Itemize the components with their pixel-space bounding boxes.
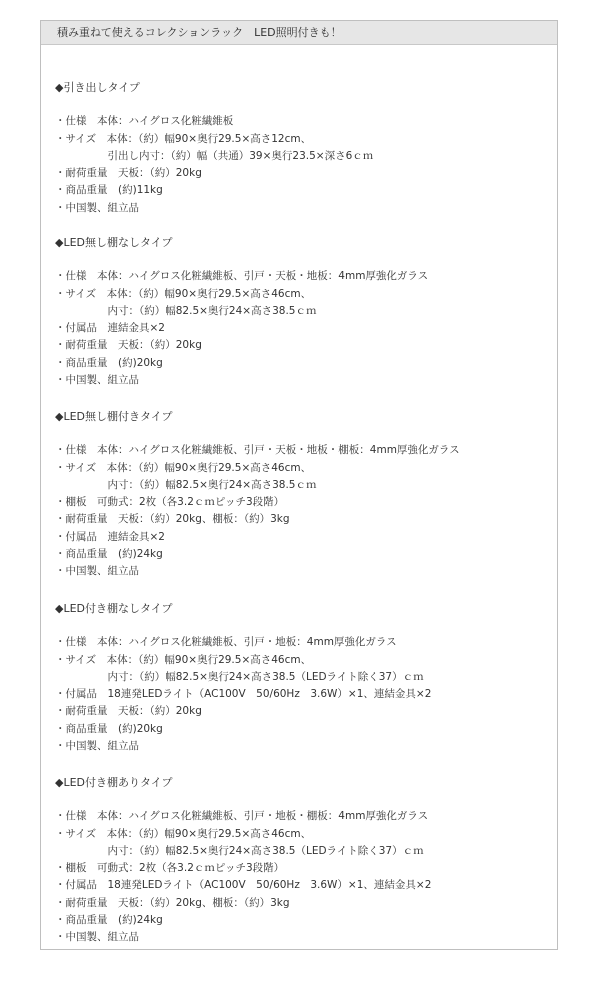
spec-line: ・サイズ 本体：（約）幅90×奥行29.5×高さ12cm、	[55, 132, 312, 145]
spec-line: ・商品重量 (約)24kg	[55, 548, 163, 561]
spec-line: ・サイズ 本体：（約）幅90×奥行29.5×高さ46cm、	[55, 653, 312, 666]
spec-header-title: 積み重ねて使えるコレクションラック LED照明付きも！	[41, 21, 557, 45]
spec-line: ・付属品 18連発LEDライト（AC100V 50/60Hz 3.6W）×1、連結金具×2	[55, 688, 432, 701]
spec-line: 内寸：（約）幅82.5×奥行24×高さ38.5（LEDライト除く37）ｃｍ	[55, 844, 424, 857]
spec-line: ・仕様 本体：ハイグロス化粧繊維板、引戸・天板・地板：4mm厚強化ガラス	[55, 270, 429, 283]
section-drawer-type	[55, 79, 549, 217]
section-no-led-no-shelf	[55, 234, 549, 389]
spec-line: 引出し内寸：（約）幅（共通）39×奥行23.5×深さ6ｃｍ	[55, 149, 374, 162]
spec-line: ・サイズ 本体：（約）幅90×奥行29.5×高さ46cm、	[55, 461, 312, 474]
section-title: ◆LED付き棚ありタイプ	[55, 776, 173, 789]
spec-box	[40, 20, 558, 950]
spec-line: ・耐荷重量 天板：（約）20kg、棚板：（約）3kg	[55, 513, 290, 526]
spec-line: 内寸：（約）幅82.5×奥行24×高さ38.5（LEDライト除く37）ｃｍ	[55, 670, 424, 683]
spec-line: ・耐荷重量 天板：（約）20kg	[55, 705, 202, 718]
section-title: ◆LED無し棚付きタイプ	[55, 410, 173, 423]
spec-line: ・サイズ 本体：（約）幅90×奥行29.5×高さ46cm、	[55, 287, 312, 300]
spec-line: ・商品重量 (約)20kg	[55, 356, 163, 369]
spec-line: ・棚板 可動式：2枚（各3.2ｃｍピッチ3段階）	[55, 496, 285, 509]
spec-line: ・仕様 本体：ハイグロス化粧繊維板	[55, 115, 234, 128]
section-led-no-shelf	[55, 600, 549, 755]
spec-line: ・棚板 可動式：2枚（各3.2ｃｍピッチ3段階）	[55, 862, 285, 875]
spec-line: ・仕様 本体：ハイグロス化粧繊維板、引戸・地板・棚板：4mm厚強化ガラス	[55, 810, 429, 823]
spec-line: ・サイズ 本体：（約）幅90×奥行29.5×高さ46cm、	[55, 827, 312, 840]
spec-line: ・耐荷重量 天板：（約）20kg、棚板：（約）3kg	[55, 896, 290, 909]
spec-line: ・耐荷重量 天板：（約）20kg	[55, 339, 202, 352]
section-title: ◆引き出しタイプ	[55, 81, 140, 94]
spec-line: ・付属品 連結金具×2	[55, 322, 165, 335]
section-title: ◆LED付き棚なしタイプ	[55, 602, 173, 615]
section-led-with-shelf	[55, 774, 549, 947]
section-no-led-with-shelf	[55, 408, 549, 581]
spec-line: ・中国製、組立品	[55, 740, 139, 753]
spec-line: ・仕様 本体：ハイグロス化粧繊維板、引戸・地板：4mm厚強化ガラス	[55, 636, 397, 649]
spec-line: 内寸：（約）幅82.5×奥行24×高さ38.5ｃｍ	[55, 304, 317, 317]
spec-line: ・商品重量 (約)11kg	[55, 184, 163, 197]
spec-line: ・中国製、組立品	[55, 565, 139, 578]
spec-line: ・付属品 18連発LEDライト（AC100V 50/60Hz 3.6W）×1、連結金具×2	[55, 879, 432, 892]
section-title: ◆LED無し棚なしタイプ	[55, 236, 173, 249]
spec-line: ・中国製、組立品	[55, 374, 139, 387]
spec-line: ・中国製、組立品	[55, 201, 139, 214]
spec-line: ・付属品 連結金具×2	[55, 530, 165, 543]
spec-line: ・中国製、組立品	[55, 931, 139, 944]
spec-line: ・商品重量 (約)20kg	[55, 722, 163, 735]
spec-line: ・商品重量 (約)24kg	[55, 914, 163, 927]
spec-line: ・耐荷重量 天板：（約）20kg	[55, 167, 202, 180]
spec-line: ・仕様 本体：ハイグロス化粧繊維板、引戸・天板・地板・棚板：4mm厚強化ガラス	[55, 444, 460, 457]
spec-line: 内寸：（約）幅82.5×奥行24×高さ38.5ｃｍ	[55, 478, 317, 491]
